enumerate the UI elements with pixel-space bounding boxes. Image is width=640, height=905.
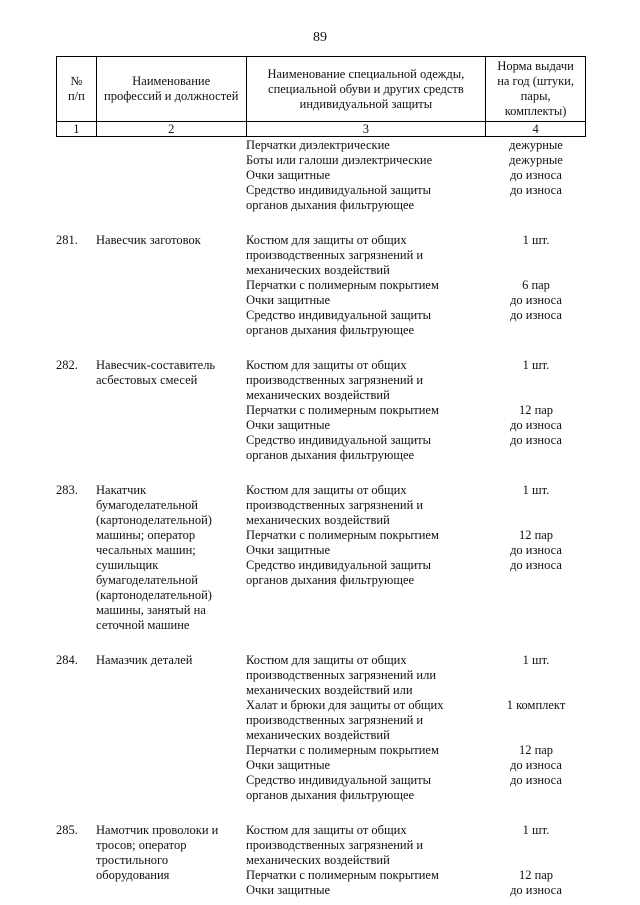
norm-line	[486, 788, 586, 803]
item-line: Средство индивидуальной защиты	[246, 433, 432, 447]
table-row	[56, 803, 586, 898]
norm-line: до износа	[510, 418, 562, 432]
item-line: производственных загрязнений или	[246, 668, 437, 682]
item-line: производственных загрязнений и	[246, 713, 424, 727]
item-line: Костюм для защиты от общих	[246, 483, 407, 497]
norm-line	[486, 263, 586, 278]
row-norms	[486, 633, 586, 803]
norm-line: до износа	[510, 883, 562, 897]
profession-line: бумагоделательной	[96, 498, 198, 512]
item-line: Костюм для защиты от общих	[246, 653, 407, 667]
header-col-number	[57, 57, 97, 122]
header-col-norm	[486, 57, 586, 122]
header-text: Наименование	[132, 74, 211, 88]
row-profession	[96, 463, 246, 633]
row-items	[246, 803, 486, 898]
norm-line	[486, 573, 586, 588]
item-line: Костюм для защиты от общих	[246, 358, 407, 372]
item-line: Очки защитные	[246, 883, 331, 897]
profession-line: бумагоделательной	[96, 573, 198, 587]
row-norms	[486, 338, 586, 463]
norm-line: 1 шт.	[522, 483, 550, 497]
norm-line	[486, 388, 586, 403]
norm-line	[486, 248, 586, 263]
norm-line	[486, 513, 586, 528]
item-line: органов дыхания фильтрующее	[246, 198, 415, 212]
row-items	[246, 213, 486, 338]
profession-line: Накатчик	[96, 483, 147, 497]
norm-line: 6 пар	[522, 278, 550, 292]
norm-line: 12 пар	[518, 403, 554, 417]
norm-line: до износа	[510, 558, 562, 572]
item-line: механических воздействий	[246, 853, 390, 867]
norm-line: 12 пар	[518, 743, 554, 757]
item-line: Перчатки с полимерным покрытием	[246, 528, 439, 542]
item-line: механических воздействий	[246, 513, 390, 527]
row-profession	[96, 633, 246, 803]
row-items	[246, 136, 486, 213]
profession-line: Намотчик проволоки и	[96, 823, 219, 837]
row-norms	[486, 213, 586, 338]
norm-line: до износа	[510, 168, 562, 182]
header-text: комплекты)	[504, 104, 567, 118]
profession-line: Навесчик-составитель	[96, 358, 216, 372]
profession-line: сеточной машине	[96, 618, 190, 632]
header-text: пары,	[520, 89, 551, 103]
table-row	[56, 338, 586, 463]
header-text: Норма выдачи	[497, 59, 574, 73]
header-num-2: 2	[96, 122, 246, 137]
item-line: Перчатки диэлектрические	[246, 138, 390, 152]
header-text: №	[70, 74, 83, 88]
norm-line: 12 пар	[518, 528, 554, 542]
item-line: Очки защитные	[246, 168, 331, 182]
row-number: 285.	[56, 823, 78, 837]
item-line: Халат и брюки для защиты от общих	[246, 698, 444, 712]
norm-line	[486, 498, 586, 513]
item-line: органов дыхания фильтрующее	[246, 573, 415, 587]
norm-line	[486, 713, 586, 728]
item-line: Перчатки с полимерным покрытием	[246, 403, 439, 417]
row-items	[246, 463, 486, 633]
norm-line: до износа	[510, 543, 562, 557]
table-row	[56, 136, 586, 213]
page-number: 89	[313, 30, 327, 45]
profession-line: тросов; оператор	[96, 838, 187, 852]
norm-line	[486, 668, 586, 683]
profession-line: Намазчик деталей	[96, 653, 193, 667]
item-line: производственных загрязнений и	[246, 373, 424, 387]
profession-line: (картоноделательной)	[96, 513, 212, 527]
row-number: 283.	[56, 483, 78, 497]
item-line: Очки защитные	[246, 543, 331, 557]
item-line: Костюм для защиты от общих	[246, 233, 407, 247]
header-text: на год (штуки,	[497, 74, 574, 88]
profession-line: асбестовых смесей	[96, 373, 198, 387]
norm-line: до износа	[510, 758, 562, 772]
norm-line	[486, 373, 586, 388]
profession-line: машины, занятый на	[96, 603, 206, 617]
header-num-3: 3	[246, 122, 486, 137]
header-text: Наименование специальной одежды,	[267, 66, 465, 81]
profession-line: сушильщик	[96, 558, 159, 572]
norm-line	[486, 683, 586, 698]
table-row	[56, 633, 586, 803]
item-line: Очки защитные	[246, 758, 331, 772]
norm-line	[486, 448, 586, 463]
item-line: механических воздействий	[246, 728, 390, 742]
row-norms	[486, 803, 586, 898]
item-line: механических воздействий	[246, 263, 390, 277]
row-profession	[96, 338, 246, 463]
row-number: 281.	[56, 233, 78, 247]
profession-line: чесальных машин;	[96, 543, 196, 557]
row-number: 282.	[56, 358, 78, 372]
header-text: п/п	[67, 89, 85, 103]
norm-line	[486, 198, 586, 213]
item-line: Перчатки с полимерным покрытием	[246, 278, 439, 292]
row-number: 284.	[56, 653, 78, 667]
norm-line: до износа	[510, 773, 562, 787]
norm-line	[486, 838, 586, 853]
table-body	[56, 136, 586, 898]
row-norms	[486, 136, 586, 213]
norm-line	[486, 728, 586, 743]
header-col-items	[246, 57, 486, 122]
header-num-1: 1	[57, 122, 97, 137]
item-line: Средство индивидуальной защиты	[246, 558, 432, 572]
item-line: органов дыхания фильтрующее	[246, 323, 415, 337]
profession-line: машины; оператор	[96, 528, 196, 542]
header-col-profession	[96, 57, 246, 122]
item-line: Перчатки с полимерным покрытием	[246, 868, 439, 882]
norm-line: 1 шт.	[522, 653, 550, 667]
item-line: производственных загрязнений и	[246, 498, 424, 512]
item-line: органов дыхания фильтрующее	[246, 448, 415, 462]
norm-line: 1 шт.	[522, 823, 550, 837]
norm-line: до износа	[510, 308, 562, 322]
item-line: Средство индивидуальной защиты	[246, 773, 432, 787]
item-line: Костюм для защиты от общих	[246, 823, 407, 837]
item-line: механических воздействий или	[246, 683, 413, 697]
header-text: специальной обуви и других средств	[268, 81, 464, 96]
item-line: Очки защитные	[246, 418, 331, 432]
row-norms	[486, 463, 586, 633]
item-line: органов дыхания фильтрующее	[246, 788, 415, 802]
norm-line: 12 пар	[518, 868, 554, 882]
item-line: производственных загрязнений и	[246, 838, 424, 852]
norm-line: 1 комплект	[506, 698, 566, 712]
item-line: Средство индивидуальной защиты	[246, 308, 432, 322]
item-line: Боты или галоши диэлектрические	[246, 153, 433, 167]
header-num-4: 4	[486, 122, 586, 137]
table-header	[56, 56, 586, 137]
profession-line: тростильного	[96, 853, 169, 867]
row-profession	[96, 803, 246, 898]
row-number	[56, 136, 96, 213]
norm-line	[486, 853, 586, 868]
norm-line: до износа	[510, 183, 562, 197]
norm-line: до износа	[510, 293, 562, 307]
item-line: механических воздействий	[246, 388, 390, 402]
header-text: профессий и должностей	[104, 89, 239, 103]
table-row	[56, 213, 586, 338]
profession-line: (картоноделательной)	[96, 588, 212, 602]
item-line: Перчатки с полимерным покрытием	[246, 743, 439, 757]
norm-line: 1 шт.	[522, 358, 550, 372]
row-items	[246, 338, 486, 463]
item-line: производственных загрязнений и	[246, 248, 424, 262]
norm-line	[486, 323, 586, 338]
row-profession	[96, 213, 246, 338]
header-text: индивидуальной защиты	[299, 96, 433, 111]
item-line: Средство индивидуальной защиты	[246, 183, 432, 197]
profession-line: Навесчик заготовок	[96, 233, 201, 247]
norm-line: дежурные	[509, 153, 563, 167]
profession-line: оборудования	[96, 868, 170, 882]
table-row	[56, 463, 586, 633]
row-items	[246, 633, 486, 803]
norm-line: до износа	[510, 433, 562, 447]
norm-line: дежурные	[509, 138, 563, 152]
item-line: Очки защитные	[246, 293, 331, 307]
row-profession	[96, 136, 246, 213]
norm-line: 1 шт.	[522, 233, 550, 247]
